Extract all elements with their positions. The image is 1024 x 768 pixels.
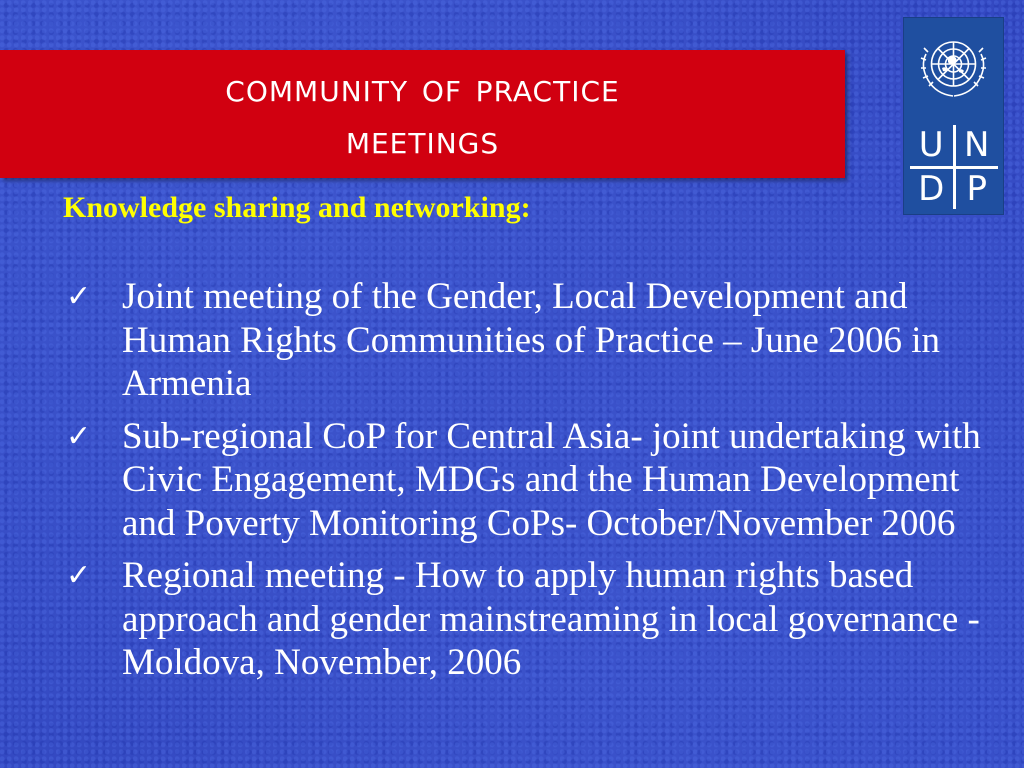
bullet-item <box>60 275 1020 406</box>
slide-title-line-1: community of practice <box>225 65 620 111</box>
undp-logo <box>903 17 1004 215</box>
title-banner <box>0 50 845 178</box>
bullet-list <box>60 275 1020 694</box>
checkmark-icon: ✓ <box>66 279 92 314</box>
slide-subtitle: Knowledge sharing and networking: <box>63 191 531 224</box>
checkmark-icon: ✓ <box>66 558 92 593</box>
bullet-item <box>60 415 1020 546</box>
logo-letter-n: N <box>956 125 999 166</box>
bullet-text: Joint meeting of the Gender, Local Development and Human Rights Communities of Practice – June 2006 in Armenia <box>122 276 941 404</box>
logo-letter-d: D <box>910 169 953 210</box>
bullet-text: Sub-regional CoP for Central Asia- joint undertaking with Civic Engagement, MDGs and the Human Development and Poverty Monitoring CoPs- October/November 2006 <box>122 415 981 544</box>
un-emblem-icon <box>904 18 1003 117</box>
slide-title <box>0 62 845 166</box>
bullet-item <box>60 554 1020 685</box>
logo-letter-p: P <box>956 169 999 210</box>
checkmark-icon: ✓ <box>66 418 92 454</box>
logo-letter-u: U <box>910 125 953 166</box>
slide-title-line-2: meetings <box>345 117 500 163</box>
undp-letter-grid <box>910 125 998 209</box>
bullet-text: Regional meeting - How to apply human rights based approach and gender mainstreaming in local governance - Moldova, November, 2006 <box>122 555 980 683</box>
